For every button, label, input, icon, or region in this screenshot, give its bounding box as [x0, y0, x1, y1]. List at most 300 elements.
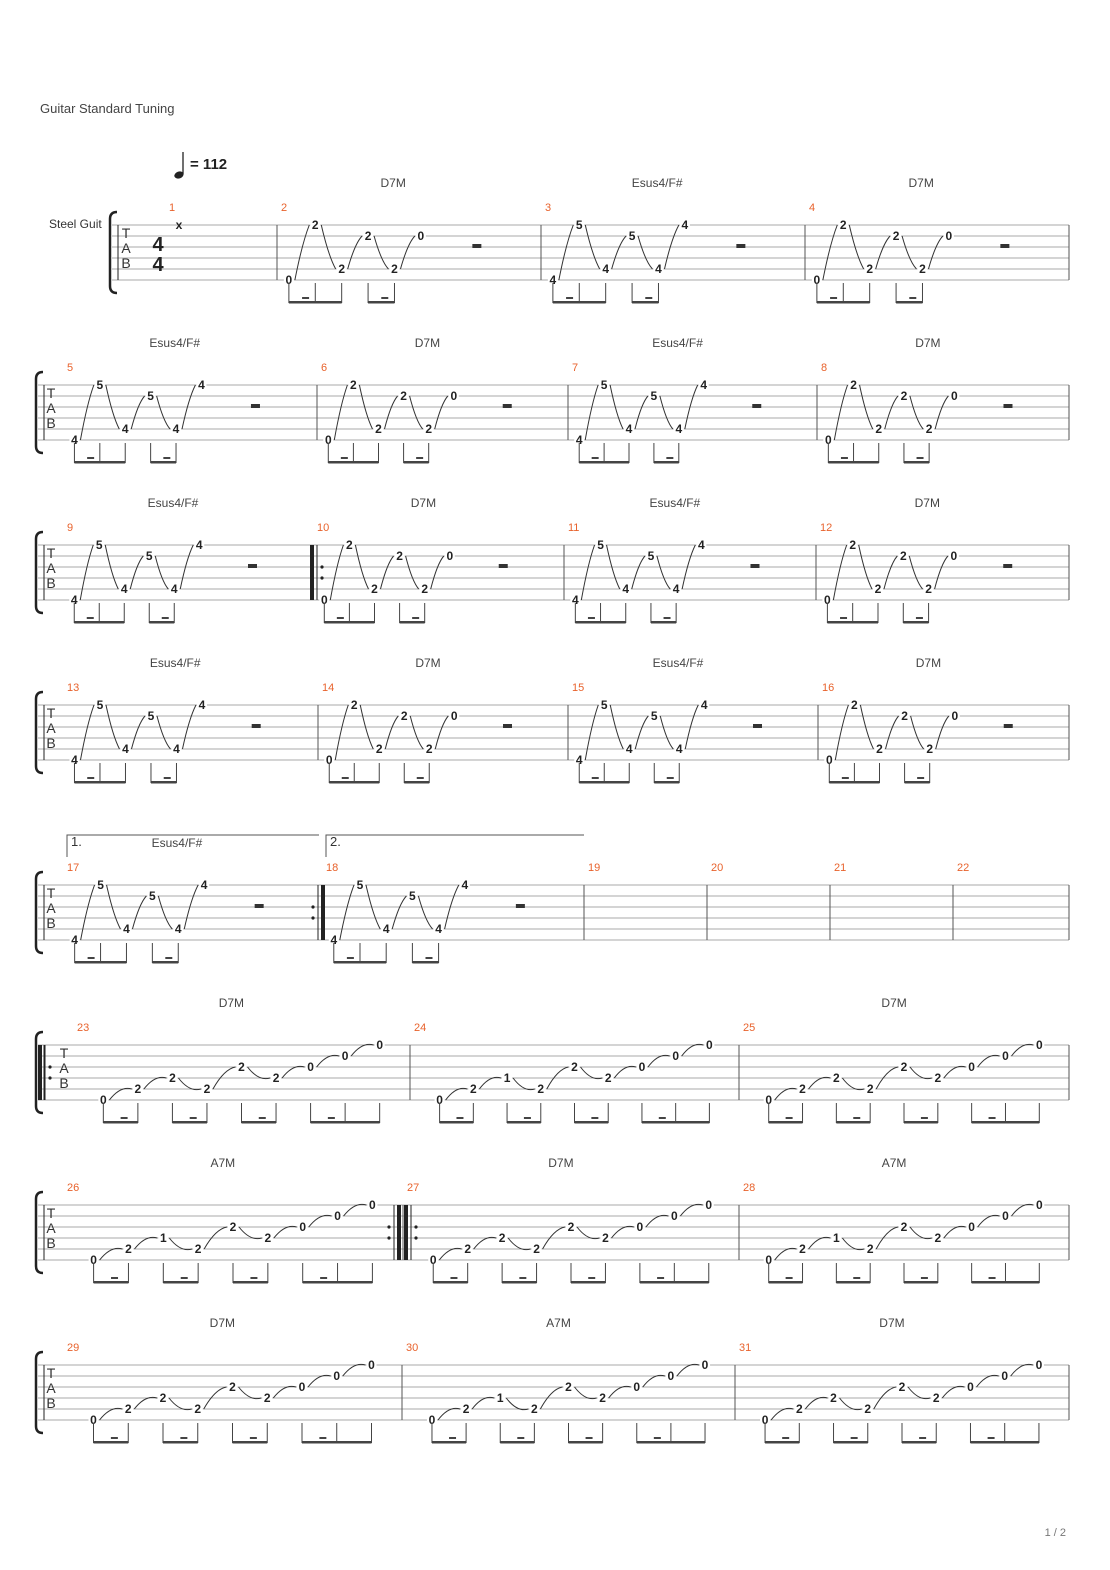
- beam-dot: [566, 297, 573, 299]
- repeat-dot: [311, 916, 314, 919]
- beam: [303, 1281, 373, 1284]
- fret-number: 2: [900, 1060, 908, 1074]
- repeat-dot: [414, 1236, 417, 1239]
- beam: [404, 461, 429, 464]
- chord-symbol: Esus4/F#: [147, 496, 199, 510]
- slur-tie: [513, 1078, 535, 1090]
- beam: [640, 1281, 709, 1284]
- slur-tie: [775, 1248, 797, 1260]
- slur-tie: [109, 1088, 132, 1100]
- slur-tie: [910, 1227, 932, 1239]
- beam: [74, 461, 125, 464]
- fret-number: 2: [899, 549, 907, 563]
- slur-tie: [157, 396, 170, 429]
- measure-number: 23: [77, 1022, 90, 1034]
- measure-number: 10: [317, 522, 330, 534]
- slur-tie: [474, 1237, 496, 1249]
- fret-number: 2: [375, 742, 383, 756]
- fret-number: 0: [825, 753, 833, 767]
- slur-tie: [840, 1398, 862, 1410]
- slur-tie: [775, 1088, 797, 1100]
- slur-tie: [274, 1226, 297, 1238]
- rest-symbol: [1003, 564, 1012, 568]
- beam: [642, 1121, 709, 1124]
- beam-dot: [449, 1437, 456, 1439]
- beam: [368, 301, 394, 304]
- slur-tie: [472, 1397, 494, 1409]
- beam-dot: [592, 777, 599, 779]
- measure-number: 26: [67, 1182, 80, 1194]
- slur-tie: [144, 1077, 167, 1089]
- beam-dot: [588, 617, 595, 619]
- tab-clef-letter: B: [59, 1075, 69, 1091]
- fret-number: 4: [461, 878, 469, 892]
- measure-number: 16: [822, 682, 835, 694]
- beam: [502, 1281, 536, 1284]
- fret-number: 4: [602, 262, 610, 276]
- tab-clef-letter: A: [59, 1060, 69, 1076]
- repeat-start-thick-bar: [310, 545, 314, 600]
- slur-tie: [577, 1227, 599, 1239]
- beam-dot: [830, 297, 837, 299]
- beam: [440, 1121, 474, 1124]
- chord-symbol: Esus4/F#: [649, 496, 701, 510]
- slur-tie: [385, 716, 398, 749]
- fret-number: 5: [96, 378, 104, 392]
- fret-number: 2: [850, 378, 857, 392]
- system-bracket: [36, 532, 43, 613]
- fret-number: 2: [134, 1082, 142, 1096]
- chord-symbol: D7M: [914, 496, 940, 510]
- beam-dot: [190, 1117, 197, 1119]
- fret-number: 4: [681, 218, 689, 232]
- slur-tie: [446, 1088, 468, 1100]
- system-bracket: [36, 1352, 43, 1433]
- slur-tie: [609, 1386, 631, 1398]
- fret-number: 5: [145, 549, 153, 563]
- beam: [233, 1441, 268, 1444]
- slur-tie: [911, 716, 924, 749]
- beam: [329, 781, 379, 784]
- fret-number: 4: [174, 922, 182, 936]
- slur-tie: [805, 1397, 827, 1409]
- fret-number: 0: [638, 1060, 646, 1074]
- beam: [149, 621, 174, 624]
- beam-dot: [654, 1437, 661, 1439]
- beam: [311, 1121, 380, 1124]
- fret-number: 0: [99, 1093, 107, 1107]
- fret-number: 5: [597, 538, 604, 552]
- repeat-dot: [387, 1225, 390, 1228]
- measure-number: 21: [834, 862, 847, 874]
- slur-tie: [936, 716, 949, 749]
- beam-dot: [111, 1437, 118, 1439]
- tab-clef-letter: A: [46, 1380, 56, 1396]
- slur-tie: [169, 1398, 192, 1410]
- fret-number: 2: [469, 1082, 477, 1096]
- beam: [94, 1281, 129, 1284]
- track-name: Steel Guit: [49, 217, 102, 231]
- slur-tie: [344, 1204, 367, 1216]
- tab-clef-letter: B: [46, 735, 56, 751]
- fret-number: 4: [575, 753, 583, 767]
- tab-clef-letter: T: [46, 1365, 56, 1381]
- chord-symbol: D7M: [209, 1316, 236, 1330]
- beam: [769, 1121, 803, 1124]
- slur-tie: [134, 1237, 157, 1249]
- measure-number: 4: [809, 202, 816, 214]
- fret-number: 5: [147, 709, 155, 723]
- slur-tie: [131, 716, 145, 749]
- slur-tie: [295, 225, 309, 280]
- beam: [828, 461, 878, 464]
- repeat-dot: [387, 1236, 390, 1239]
- slur-tie: [80, 385, 93, 440]
- fret-number: 2: [396, 549, 403, 563]
- fret-number: 2: [400, 389, 407, 403]
- fret-number: 2: [599, 1391, 606, 1405]
- slur-tie: [928, 236, 942, 269]
- fret-number: 4: [70, 593, 78, 607]
- beam-dot: [180, 1437, 187, 1439]
- beam: [970, 1441, 1038, 1444]
- beam-dot: [163, 457, 170, 459]
- fret-number: 0: [285, 273, 293, 287]
- fret-number: 0: [90, 1413, 97, 1427]
- slur-tie: [130, 556, 143, 589]
- slur-tie: [380, 556, 393, 589]
- tab-clef-letter: T: [46, 705, 56, 721]
- fret-number: 2: [849, 538, 857, 552]
- beam-dot: [853, 1117, 860, 1119]
- fret-number: 2: [900, 389, 908, 403]
- fret-number: 0: [325, 753, 333, 767]
- fret-number: 4: [675, 742, 683, 756]
- measure-number: 6: [321, 362, 328, 374]
- slur-tie: [908, 1387, 930, 1399]
- slur-tie: [406, 556, 419, 589]
- beam-dot: [841, 457, 848, 459]
- slur-tie: [648, 1055, 670, 1067]
- slur-tie: [317, 1055, 340, 1067]
- slur-tie: [632, 556, 645, 589]
- slur-tie: [392, 896, 406, 929]
- fret-number: 5: [409, 889, 416, 903]
- slur-tie: [823, 225, 837, 280]
- slur-tie: [81, 885, 95, 940]
- chord-symbol: D7M: [410, 496, 437, 510]
- fret-number: 0: [428, 1413, 436, 1427]
- slur-tie: [400, 236, 414, 269]
- fret-number: 2: [604, 1071, 612, 1085]
- fret-number: 0: [670, 1209, 678, 1223]
- beam-dot: [921, 1117, 928, 1119]
- fret-number: 4: [655, 262, 662, 276]
- slur-tie: [435, 716, 448, 749]
- slur-tie: [611, 1226, 633, 1238]
- slur-tie: [479, 1077, 501, 1089]
- fret-number: 1: [159, 1231, 167, 1245]
- beam: [765, 1441, 799, 1444]
- fret-number: 4: [675, 422, 683, 436]
- fret-number: 2: [229, 1380, 236, 1394]
- beam: [654, 461, 679, 464]
- beam-dot: [851, 1437, 858, 1439]
- slur-tie: [935, 556, 948, 589]
- rest-symbol: [255, 904, 264, 908]
- fret-number: 0: [667, 1369, 675, 1383]
- slur-tie: [1011, 1204, 1033, 1216]
- fret-number: 2: [462, 1402, 470, 1416]
- slur-tie: [80, 545, 93, 600]
- chord-symbol: A7M: [546, 1316, 571, 1330]
- tab-clef-letter: T: [46, 545, 56, 561]
- beam: [896, 301, 922, 304]
- slur-tie: [833, 545, 846, 600]
- slur-tie: [614, 1066, 636, 1078]
- dead-note: x: [175, 218, 183, 232]
- beam-dot: [786, 1117, 793, 1119]
- beam: [412, 961, 438, 964]
- tab-clef-letter: T: [46, 385, 56, 401]
- beam: [151, 781, 177, 784]
- fret-number: 2: [799, 1242, 806, 1256]
- beam: [903, 621, 928, 624]
- fret-number: 4: [700, 698, 708, 712]
- beam: [103, 1121, 138, 1124]
- volta-label: 1.: [71, 834, 82, 849]
- beam-dot: [588, 1277, 595, 1279]
- fret-number: 4: [122, 742, 129, 756]
- fret-number: 5: [650, 389, 658, 403]
- beam: [75, 961, 127, 964]
- beam: [152, 961, 178, 964]
- system-bracket: [36, 692, 43, 773]
- fret-number: 4: [625, 742, 633, 756]
- rest-symbol: [499, 564, 508, 568]
- fret-number: 2: [498, 1231, 506, 1245]
- repeat-start-thick-bar: [404, 1205, 408, 1260]
- chord-symbol: Esus4/F#: [151, 836, 203, 850]
- slur-tie: [132, 896, 146, 929]
- slur-tie: [158, 896, 172, 929]
- fret-number: 0: [636, 1220, 644, 1234]
- beam-dot: [782, 1437, 789, 1439]
- beam: [769, 1281, 803, 1284]
- measure-number: 2: [281, 202, 288, 214]
- slur-tie: [660, 396, 673, 429]
- beam-dot: [250, 1437, 257, 1439]
- rest-symbol: [1000, 244, 1009, 248]
- fret-number: 0: [369, 1198, 376, 1212]
- slur-tie: [842, 1078, 864, 1090]
- chord-symbol: D7M: [915, 656, 942, 670]
- fret-number: 0: [320, 593, 328, 607]
- beam-dot: [164, 777, 171, 779]
- tab-clef-letter: B: [46, 575, 56, 591]
- beam-dot: [786, 1277, 793, 1279]
- slur-tie: [682, 1044, 704, 1056]
- fret-number: 2: [533, 1242, 540, 1256]
- measure-number: 11: [568, 522, 580, 534]
- fret-number: 2: [866, 1242, 874, 1256]
- measure-number: 17: [67, 862, 80, 874]
- slur-tie: [100, 1408, 123, 1420]
- fret-number: 2: [229, 1220, 237, 1234]
- fret-number: 2: [567, 1220, 575, 1234]
- fret-number: 4: [71, 753, 78, 767]
- beam: [905, 781, 930, 784]
- fret-number: 0: [299, 1220, 307, 1234]
- slur-tie: [309, 1215, 332, 1227]
- measure-number: 28: [743, 1182, 756, 1194]
- fret-number: 0: [90, 1253, 97, 1267]
- slur-tie: [835, 705, 848, 760]
- rest-symbol: [752, 404, 761, 408]
- beam-dot: [302, 297, 309, 299]
- fret-number: 2: [934, 1071, 942, 1085]
- beam: [904, 461, 929, 464]
- slur-tie: [876, 236, 890, 269]
- measure-number: 24: [414, 1022, 427, 1034]
- beam: [507, 1121, 541, 1124]
- tab-clef-letter: A: [46, 720, 56, 736]
- fret-number: 2: [371, 582, 378, 596]
- beam-dot: [87, 457, 94, 459]
- volta-bracket: [326, 835, 584, 857]
- beam-dot: [524, 1117, 531, 1119]
- page-number: 1 / 2: [1044, 1527, 1066, 1539]
- beam: [500, 1441, 534, 1444]
- rest-symbol: [753, 724, 762, 728]
- fret-number: 2: [833, 1071, 840, 1085]
- fret-number: 0: [307, 1060, 314, 1074]
- fret-number: 2: [898, 1380, 906, 1394]
- fret-number: 2: [425, 742, 433, 756]
- beam: [817, 301, 870, 304]
- fret-number: 0: [765, 1253, 773, 1267]
- slur-tie: [884, 556, 897, 589]
- measure-number: 5: [67, 362, 74, 374]
- repeat-dot: [48, 1076, 51, 1079]
- slur-tie: [134, 1397, 157, 1409]
- repeat-end-thick-bar: [397, 1205, 401, 1260]
- beam: [569, 1441, 603, 1444]
- beam: [324, 621, 374, 624]
- fret-number: 5: [95, 538, 103, 552]
- fret-number: 0: [450, 389, 458, 403]
- fret-number: 2: [892, 229, 900, 243]
- fret-number: 2: [311, 218, 319, 232]
- fret-number: 0: [1035, 1038, 1043, 1052]
- slur-tie: [559, 225, 573, 280]
- chord-symbol: D7M: [881, 996, 907, 1010]
- tab-clef-letter: A: [46, 560, 56, 576]
- slur-tie: [978, 1055, 1000, 1067]
- beam-dot: [341, 457, 348, 459]
- fret-number: 4: [195, 538, 203, 552]
- measure-number: 27: [407, 1182, 420, 1194]
- fret-number: 5: [356, 878, 364, 892]
- beam-dot: [989, 1117, 996, 1119]
- slur-tie: [384, 396, 397, 429]
- slur-tie: [944, 1226, 966, 1238]
- beam: [575, 621, 625, 624]
- slur-tie: [771, 1408, 793, 1420]
- fret-number: 0: [672, 1049, 680, 1063]
- fret-number: 2: [925, 582, 932, 596]
- slur-tie: [944, 1066, 966, 1078]
- beam-dot: [412, 617, 419, 619]
- measure-number: 14: [322, 682, 335, 694]
- beam-dot: [162, 617, 169, 619]
- measure-number: 20: [711, 862, 724, 874]
- slur-tie: [273, 1386, 296, 1398]
- beam-dot: [88, 957, 95, 959]
- beam-dot: [517, 1437, 524, 1439]
- system-bracket: [36, 372, 43, 453]
- fret-number: 0: [951, 709, 959, 723]
- beam: [433, 1281, 467, 1284]
- repeat-dot: [414, 1225, 417, 1228]
- slur-tie: [909, 556, 922, 589]
- beam-dot: [450, 1277, 457, 1279]
- tab-clef-letter: A: [121, 240, 131, 256]
- fret-number: 0: [950, 389, 958, 403]
- beam: [233, 1281, 268, 1284]
- beam: [404, 781, 429, 784]
- fret-number: 4: [200, 878, 208, 892]
- fret-number: 0: [333, 1369, 341, 1383]
- slur-tie: [178, 1078, 201, 1090]
- beam: [654, 781, 679, 784]
- beam-dot: [121, 1117, 128, 1119]
- measure-number: 15: [572, 682, 585, 694]
- fret-number: 0: [298, 1380, 306, 1394]
- beam: [74, 621, 124, 624]
- fret-number: 1: [833, 1231, 840, 1245]
- chord-symbol: Esus4/F#: [652, 336, 703, 350]
- rest-symbol: [516, 904, 525, 908]
- beam-dot: [347, 957, 354, 959]
- slur-tie: [942, 1386, 964, 1398]
- fret-number: 0: [706, 1038, 713, 1052]
- slur-tie: [506, 1398, 528, 1410]
- beam: [302, 1441, 371, 1444]
- slur-tie: [646, 1215, 668, 1227]
- fret-number: 5: [96, 698, 104, 712]
- slur-tie: [239, 1227, 262, 1239]
- fret-number: 4: [198, 378, 205, 392]
- measure-number: 1: [169, 202, 176, 214]
- slur-tie: [348, 236, 362, 269]
- beam: [400, 621, 425, 624]
- slur-tie: [374, 236, 388, 269]
- fret-number: 0: [824, 433, 832, 447]
- fret-number: 2: [194, 1402, 202, 1416]
- slur-tie: [680, 1204, 702, 1216]
- fret-number: 2: [264, 1231, 272, 1245]
- fret-number: 2: [839, 218, 847, 232]
- beam: [163, 1441, 198, 1444]
- slur-tie: [575, 1387, 597, 1399]
- beam-dot: [111, 1277, 118, 1279]
- chord-symbol: Esus4/F#: [631, 176, 683, 190]
- slur-tie: [660, 716, 673, 749]
- chord-symbol: D7M: [218, 996, 245, 1010]
- fret-number: 2: [926, 742, 934, 756]
- slur-tie: [80, 705, 94, 760]
